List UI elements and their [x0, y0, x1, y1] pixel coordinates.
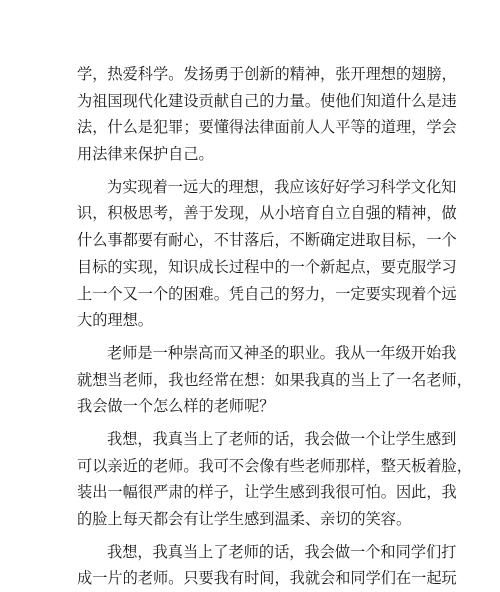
text-line: 的脸上每天都会有让学生感到温柔、亲切的笑容。 [77, 510, 412, 528]
text-line: 成一片的老师。只要我有时间，我就会和同学们在一起玩 [77, 569, 457, 588]
paragraph [77, 174, 457, 334]
text-line: 学，热爱科学。发扬勇于创新的精神，张开理想的翅膀， [77, 65, 457, 83]
text-line: 用法律来保护自己。 [77, 145, 214, 164]
text-line: 什么事都要有耐心，不甘落后，不断确定进取目标，一个 [77, 231, 457, 250]
paragraph [77, 61, 457, 168]
text-line: 我想，我真当上了老师的话，我会做一个和同学们打 [107, 542, 457, 561]
paragraph [77, 539, 457, 592]
text-line: 我想，我真当上了老师的话，我会做一个让学生感到 [107, 429, 457, 448]
document-body [77, 61, 472, 592]
text-line: 装出一幅很严肃的样子，让学生感到我很可怕。因此，我 [77, 483, 457, 502]
text-line: 我会做一个怎么样的老师呢？ [77, 397, 275, 416]
text-line: 为实现着一远大的理想，我应该好好学习科学文化知 [107, 177, 457, 196]
text-line: 大的理想。 [77, 311, 153, 330]
text-line: 可以亲近的老师。我可不会像有些老师那样，整天板着脸， [77, 456, 472, 475]
text-line: 就想当老师，我也经常在想：如果我真的当上了一名老师， [77, 370, 472, 389]
paragraph [77, 340, 472, 420]
text-line: 上一个又一个的困难。凭自己的努力，一定要实现着个远 [77, 284, 457, 303]
text-line: 法，什么是犯罪；要懂得法律面前人人平等的道理，学会 [77, 118, 457, 137]
text-line: 识，积极思考，善于发现，从小培育自立自强的精神，做 [77, 204, 457, 223]
text-line: 为祖国现代化建设贡献自己的力量。使他们知道什么是违 [77, 91, 457, 110]
text-line: 老师是一种崇高而又神圣的职业。我从一年级开始我 [107, 343, 457, 362]
text-line: 目标的实现，知识成长过程中的一个新起点，要克服学习 [77, 257, 457, 276]
paragraph [77, 426, 472, 533]
